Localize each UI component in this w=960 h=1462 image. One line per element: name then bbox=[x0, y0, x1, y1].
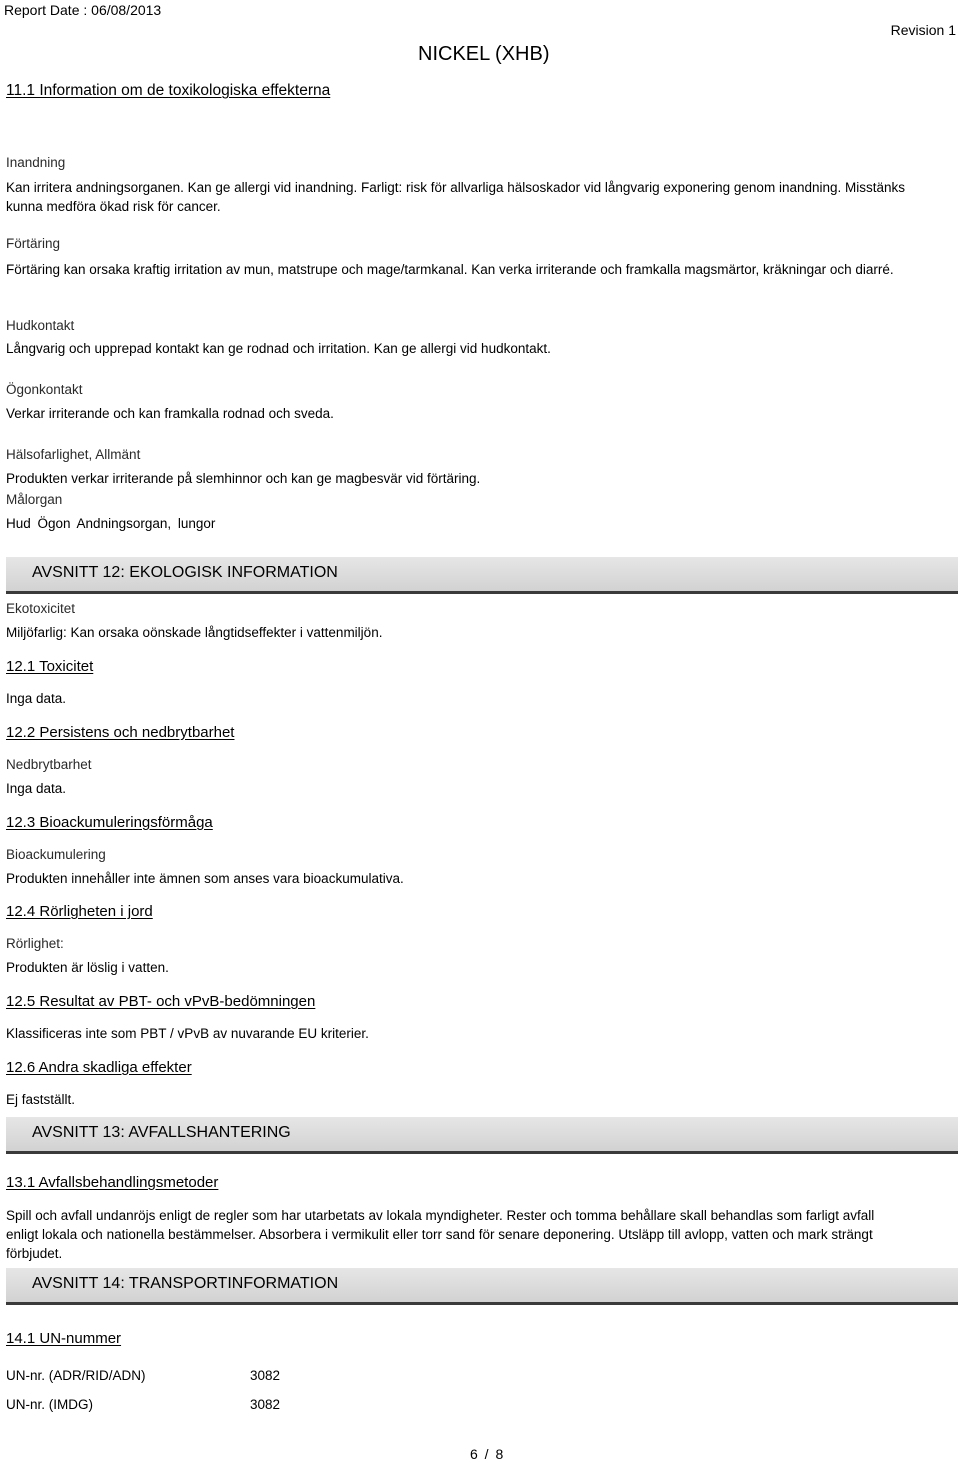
section-14-banner bbox=[6, 1268, 958, 1305]
other-effects-text: Ej fastställt. bbox=[6, 1092, 76, 1107]
inhalation-label: Inandning bbox=[6, 155, 66, 170]
skin-contact-text: Långvarig och upprepad kontakt kan ge rodnad och irritation. Kan ge allergi vid hudkontakt. bbox=[6, 341, 551, 356]
revision-label: Revision 1 bbox=[890, 22, 956, 38]
mobility-text: Produkten är löslig i vatten. bbox=[6, 960, 169, 975]
toxicity-heading: 12.1 Toxicitet bbox=[6, 658, 94, 675]
bioaccumulation-heading: 12.3 Bioackumuleringsförmåga bbox=[6, 814, 213, 831]
mobility-label: Rörlighet: bbox=[6, 936, 64, 951]
un-row-adr-value: 3082 bbox=[250, 1368, 281, 1383]
toxicity-text: Inga data. bbox=[6, 691, 67, 706]
ingestion-label: Förtäring bbox=[6, 236, 61, 251]
section-12-title: AVSNITT 12: EKOLOGISK INFORMATION bbox=[32, 564, 338, 581]
degradability-text: Inga data. bbox=[6, 781, 67, 796]
report-date: Report Date : 06/08/2013 bbox=[4, 2, 162, 18]
un-number-heading: 14.1 UN-nummer bbox=[6, 1330, 122, 1347]
bioaccumulation-label: Bioackumulering bbox=[6, 847, 106, 862]
bioaccumulation-text: Produkten innehåller inte ämnen som anses vara bioackumulativa. bbox=[6, 871, 404, 886]
skin-contact-label: Hudkontakt bbox=[6, 318, 75, 333]
pbt-text: Klassificeras inte som PBT / vPvB av nuvarande EU kriterier. bbox=[6, 1026, 369, 1041]
section-13-title: AVSNITT 13: AVFALLSHANTERING bbox=[32, 1124, 291, 1141]
other-effects-heading: 12.6 Andra skadliga effekter bbox=[6, 1059, 192, 1076]
mobility-heading: 12.4 Rörligheten i jord bbox=[6, 903, 153, 920]
health-hazard-label: Hälsofarlighet, Allmänt bbox=[6, 447, 141, 462]
pbt-heading: 12.5 Resultat av PBT- och vPvB-bedömningen bbox=[6, 993, 316, 1010]
un-row-adr-label: UN-nr. (ADR/RID/ADN) bbox=[6, 1368, 146, 1383]
ingestion-text: Förtäring kan orsaka kraftig irritation av mun, matstrupe och mage/tarmkanal. Kan verka irriterande och framkalla magsmärtor, kräkningar och diarré. bbox=[6, 262, 894, 277]
un-row-imdg-value: 3082 bbox=[250, 1397, 281, 1412]
ecotoxicity-text: Miljöfarlig: Kan orsaka oönskade långtidseffekter i vattenmiljön. bbox=[6, 625, 383, 640]
waste-methods-text: Spill och avfall undanröjs enligt de regler som har utarbetats av lokala myndigheter. Rester och tomma behållare skall behandlas som farligt avfall enligt lokala och nationella bestämmelser. Absorbera i vermikulit eller torr sand för senare deponering. Utsläpp till avlopp, vatten och mark strängt förbjudet. bbox=[6, 1208, 875, 1261]
health-hazard-text: Produkten verkar irriterande på slemhinnor och kan ge magbesvär vid förtäring. bbox=[6, 471, 481, 486]
section-11-1-heading: 11.1 Information om de toxikologiska effekterna bbox=[6, 82, 331, 99]
section-13-banner bbox=[6, 1117, 958, 1154]
section-14-title: AVSNITT 14: TRANSPORTINFORMATION bbox=[32, 1275, 339, 1292]
product-title: NICKEL (XHB) bbox=[418, 43, 550, 65]
target-organs-label: Målorgan bbox=[6, 492, 63, 507]
waste-methods-heading: 13.1 Avfallsbehandlingsmetoder bbox=[6, 1174, 219, 1191]
degradability-label: Nedbrytbarhet bbox=[6, 757, 92, 772]
page-number: 6 / 8 bbox=[470, 1446, 504, 1462]
eye-contact-text: Verkar irriterande och kan framkalla rodnad och sveda. bbox=[6, 406, 334, 421]
un-row-imdg-label: UN-nr. (IMDG) bbox=[6, 1397, 93, 1412]
section-12-banner bbox=[6, 557, 958, 594]
target-organs-text: Hud Ögon Andningsorgan, lungor bbox=[6, 516, 216, 531]
inhalation-text: Kan irritera andningsorganen. Kan ge allergi vid inandning. Farligt: risk för allvarliga hälsoskador vid långvarig exponering genom inandning. Misstänks kunna medföra ökad risk för cancer. bbox=[6, 180, 906, 214]
eye-contact-label: Ögonkontakt bbox=[6, 382, 83, 397]
persistence-heading: 12.2 Persistens och nedbrytbarhet bbox=[6, 724, 235, 741]
ecotoxicity-label: Ekotoxicitet bbox=[6, 601, 76, 616]
